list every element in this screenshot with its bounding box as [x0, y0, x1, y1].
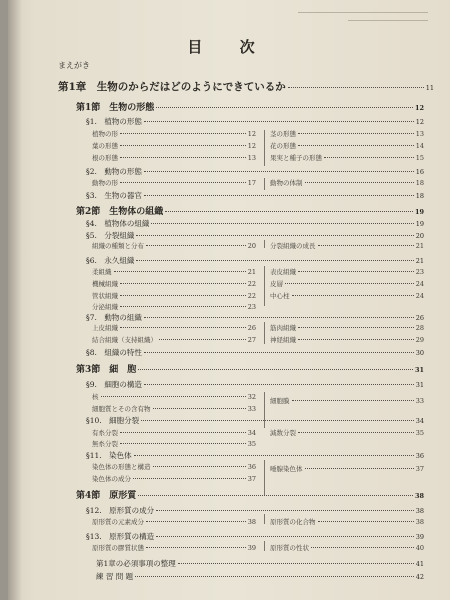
toc-item-label: 組織の種類と分布 [92, 242, 144, 250]
toc-item-page: 22 [247, 280, 256, 288]
leader-dots [311, 546, 414, 548]
leader-dots [134, 454, 414, 456]
toc-item-label: 皮層 [270, 280, 283, 288]
toc-item[interactable] [92, 178, 256, 187]
toc-item-page: 35 [415, 429, 424, 437]
column-separator [264, 240, 265, 248]
leader-dots [120, 282, 246, 284]
leader-dots [138, 368, 413, 370]
subsection-page: 26 [415, 314, 424, 322]
subsection-page: 34 [415, 417, 424, 425]
subsection-page: 21 [415, 257, 424, 265]
subsection-entry[interactable] [96, 571, 424, 582]
toc-item-label: 染色体の成分 [92, 475, 131, 483]
subsection-page: 36 [415, 452, 424, 460]
toc-item-label: 原形質の性状 [270, 544, 309, 552]
column-separator [264, 178, 265, 190]
toc-item-label: 柔組織 [92, 268, 112, 276]
leader-dots [159, 338, 246, 340]
subsection-page: 16 [415, 168, 424, 176]
toc-item[interactable] [270, 335, 424, 344]
subsection-page: 41 [415, 560, 424, 568]
toc-item-label: 葉の形態 [92, 142, 118, 150]
leader-dots [156, 535, 414, 537]
toc-item-page: 22 [247, 292, 256, 300]
toc-item-label: 結合組織（支持組織） [92, 336, 157, 344]
toc-item[interactable] [92, 141, 256, 150]
section-page: 38 [414, 492, 424, 500]
toc-item-label: 神経組織 [270, 336, 296, 344]
leader-dots [136, 259, 413, 261]
toc-item[interactable] [270, 464, 424, 473]
leader-dots [144, 120, 414, 122]
toc-item-page: 14 [415, 142, 424, 150]
leader-dots [144, 170, 414, 172]
toc-item[interactable] [270, 428, 424, 437]
section-page: 12 [414, 104, 424, 112]
leader-dots [298, 338, 414, 340]
section-page: 31 [414, 366, 424, 374]
toc-item-page: 35 [247, 440, 256, 448]
subsection-title: §7. 動物の組織 [86, 313, 142, 322]
subsection-entry[interactable] [86, 379, 424, 390]
subsection-entry[interactable] [86, 218, 424, 229]
toc-item-label: 表皮組織 [270, 268, 296, 276]
toc-item-page: 32 [247, 393, 256, 401]
toc-item[interactable] [92, 302, 256, 311]
subsection-title: §1. 植物の形態 [86, 117, 142, 126]
bleed-through-line [348, 20, 428, 21]
leader-dots [120, 144, 246, 146]
subsection-title: 練 習 問 題 [96, 572, 134, 581]
subsection-title: §11. 染色体 [86, 451, 132, 460]
toc-item-page: 34 [247, 429, 256, 437]
toc-item-label: 上皮組織 [92, 324, 118, 332]
toc-item[interactable] [270, 178, 424, 187]
subsection-page: 31 [415, 381, 424, 389]
chapter-title: 第1章 生物のからだはどのようにできているか [58, 81, 286, 93]
toc-item-page: 18 [415, 179, 424, 187]
toc-item[interactable] [92, 241, 256, 250]
toc-item-label: 染色体の形態と構造 [92, 463, 151, 471]
leader-dots [318, 520, 414, 522]
toc-item-page: 29 [415, 336, 424, 344]
toc-item-label: 花の形態 [270, 142, 296, 150]
leader-dots [138, 494, 413, 496]
toc-item-page: 39 [247, 544, 256, 552]
toc-item-label: 中心柱 [270, 292, 290, 300]
toc-item[interactable] [270, 141, 424, 150]
toc-item-label: 有糸分裂 [92, 429, 118, 437]
leader-dots [120, 442, 246, 444]
subsection-page: 38 [415, 507, 424, 515]
toc-item-page: 38 [247, 518, 256, 526]
leader-dots [144, 194, 414, 196]
toc-item[interactable] [270, 129, 424, 138]
leader-dots [178, 562, 414, 564]
toc-item[interactable] [92, 335, 256, 344]
toc-item[interactable] [270, 396, 424, 405]
subsection-title: §8. 組織の特性 [86, 348, 142, 357]
toc-item-label: 細胞膜 [270, 397, 290, 405]
toc-item[interactable] [92, 323, 256, 332]
toc-item-page: 37 [415, 465, 424, 473]
toc-item-label: 核 [92, 393, 99, 401]
toc-item[interactable] [270, 153, 424, 162]
toc-item-label: 無糸分裂 [92, 440, 118, 448]
toc-item[interactable] [270, 517, 424, 526]
subsection-title: §13. 原形質の構造 [86, 532, 155, 541]
toc-item-page: 13 [415, 130, 424, 138]
leader-dots [114, 270, 246, 272]
toc-item[interactable] [270, 267, 424, 276]
subsection-title: §9. 細胞の構造 [86, 380, 142, 389]
toc-item-page: 21 [415, 242, 424, 250]
toc-item-label: 分泌組織 [92, 303, 118, 311]
leader-dots [144, 316, 414, 318]
subsection-entry[interactable] [86, 312, 424, 323]
leader-dots [156, 106, 413, 108]
toc-item-label: 唾腺染色体 [270, 465, 303, 473]
leader-dots [141, 419, 414, 421]
toc-item[interactable] [92, 267, 256, 276]
leader-dots [153, 465, 246, 467]
toc-item-label: 根の形態 [92, 154, 118, 162]
leader-dots [120, 294, 246, 296]
toc-item-label: 減数分裂 [270, 429, 296, 437]
subsection-title: §6. 永久組織 [86, 256, 135, 265]
toc-item-label: 筋肉組織 [270, 324, 296, 332]
section-entry[interactable] [76, 362, 424, 375]
leader-dots [144, 351, 414, 353]
page-edge-shadow [8, 0, 22, 600]
leader-dots [318, 244, 414, 246]
leader-dots [165, 210, 413, 212]
preface-entry: まえがき [58, 61, 90, 70]
subsection-page: 12 [415, 118, 424, 126]
column-separator [264, 130, 265, 166]
toc-item-page: 20 [247, 242, 256, 250]
leader-dots [324, 156, 414, 158]
leader-dots [136, 234, 413, 236]
leader-dots [305, 181, 414, 183]
toc-item-page: 23 [247, 303, 256, 311]
subsection-page: 30 [415, 349, 424, 357]
subsection-entry[interactable] [86, 505, 424, 516]
toc-item-page: 12 [247, 130, 256, 138]
toc-item-label: 分裂組織の成長 [270, 242, 316, 250]
section-entry[interactable] [76, 204, 424, 217]
section-entry[interactable] [76, 100, 424, 113]
leader-dots [120, 431, 246, 433]
leader-dots [120, 305, 246, 307]
toc-item[interactable] [270, 323, 424, 332]
subsection-title: §10. 細胞分裂 [86, 416, 140, 425]
section-page: 19 [414, 208, 424, 216]
toc-item-page: 38 [415, 518, 424, 526]
subsection-page: 20 [415, 232, 424, 240]
leader-dots [292, 399, 414, 401]
toc-item[interactable] [92, 404, 256, 413]
toc-item-page: 40 [415, 544, 424, 552]
leader-dots [298, 144, 414, 146]
subsection-entry[interactable] [86, 531, 424, 542]
leader-dots [120, 181, 246, 183]
book-page [8, 0, 450, 600]
subsection-entry[interactable] [86, 190, 424, 201]
leader-dots [120, 156, 246, 158]
toc-item[interactable] [92, 129, 256, 138]
subsection-entry[interactable] [86, 116, 424, 127]
subsection-entry[interactable] [86, 415, 424, 426]
toc-item[interactable] [92, 543, 256, 552]
toc-item[interactable] [92, 279, 256, 288]
leader-dots [151, 222, 413, 224]
toc-item-page: 17 [247, 179, 256, 187]
page-title: 目 次 [187, 38, 271, 56]
toc-item-label: 原形質の元素成分 [92, 518, 144, 526]
toc-item-page: 33 [247, 405, 256, 413]
toc-item-page: 12 [247, 142, 256, 150]
toc-item-page: 23 [415, 268, 424, 276]
subsection-title: §3. 生物の器官 [86, 191, 142, 200]
subsection-page: 19 [415, 220, 424, 228]
toc-item-page: 27 [247, 336, 256, 344]
subsection-title: §4. 植物体の組織 [86, 219, 150, 228]
leader-dots [101, 395, 246, 397]
subsection-entry[interactable] [86, 166, 424, 177]
leader-dots [144, 383, 414, 385]
bleed-through-line [298, 12, 428, 13]
toc-item-page: 21 [247, 268, 256, 276]
toc-item[interactable] [270, 279, 424, 288]
toc-item-page: 36 [247, 463, 256, 471]
toc-item-label: 管状組織 [92, 292, 118, 300]
toc-item-label: 原形質の化合物 [270, 518, 316, 526]
toc-item[interactable] [92, 291, 256, 300]
leader-dots [120, 326, 246, 328]
leader-dots [298, 270, 414, 272]
section-title: 第3節 細 胞 [76, 365, 137, 375]
leader-dots [298, 431, 414, 433]
chapter-entry[interactable] [58, 79, 434, 94]
toc-item[interactable] [92, 428, 256, 437]
leader-dots [285, 282, 414, 284]
column-separator [264, 266, 265, 306]
section-title: 第1節 生物の形態 [76, 103, 155, 113]
toc-item-label: 果実と種子の形態 [270, 154, 322, 162]
leader-dots [135, 575, 414, 577]
toc-item-page: 13 [247, 154, 256, 162]
subsection-title: 第1章の必須事項の整理 [96, 559, 176, 568]
toc-item[interactable] [92, 153, 256, 162]
toc-item-page: 24 [415, 292, 424, 300]
toc-item-label: 機械組織 [92, 280, 118, 288]
subsection-page: 18 [415, 192, 424, 200]
toc-item-page: 37 [247, 475, 256, 483]
leader-dots [156, 509, 414, 511]
leader-dots [288, 86, 424, 88]
chapter-page: 11 [425, 84, 434, 92]
toc-item-page: 33 [415, 397, 424, 405]
leader-dots [133, 477, 246, 479]
toc-item-label: 細胞質とその含有物 [92, 405, 151, 413]
toc-item[interactable] [92, 474, 256, 483]
subsection-entry[interactable] [96, 558, 424, 569]
section-title: 第4節 原形質 [76, 491, 137, 501]
toc-item-label: 動物の形 [92, 179, 118, 187]
subsection-entry[interactable] [86, 230, 424, 241]
leader-dots [120, 132, 246, 134]
toc-item-label: 原形質の膠質状態 [92, 544, 144, 552]
leader-dots [146, 520, 246, 522]
subsection-page: 39 [415, 533, 424, 541]
subsection-title: §5. 分裂組織 [86, 231, 135, 240]
toc-item-page: 15 [415, 154, 424, 162]
subsection-title: §2. 動物の形態 [86, 167, 142, 176]
section-entry[interactable] [76, 488, 424, 501]
subsection-entry[interactable] [86, 347, 424, 358]
leader-dots [146, 546, 246, 548]
leader-dots [292, 294, 414, 296]
toc-item-label: 茎の形態 [270, 130, 296, 138]
toc-item[interactable] [92, 462, 256, 471]
subsection-entry[interactable] [86, 450, 424, 461]
leader-dots [298, 132, 414, 134]
leader-dots [146, 244, 246, 246]
toc-item-label: 動物の体制 [270, 179, 303, 187]
section-title: 第2節 生物体の組織 [76, 207, 164, 217]
toc-item[interactable] [92, 392, 256, 401]
column-separator [264, 541, 265, 551]
toc-item-page: 26 [247, 324, 256, 332]
toc-item[interactable] [92, 439, 256, 448]
leader-dots [305, 467, 414, 469]
toc-item[interactable] [92, 517, 256, 526]
toc-item[interactable] [270, 543, 424, 552]
leader-dots [153, 407, 246, 409]
subsection-title: §12. 原形質の成分 [86, 506, 155, 515]
toc-item-label: 植物の形 [92, 130, 118, 138]
subsection-entry[interactable] [86, 255, 424, 266]
toc-item[interactable] [270, 241, 424, 250]
column-separator [264, 322, 265, 344]
subsection-page: 42 [415, 573, 424, 581]
toc-item-page: 28 [415, 324, 424, 332]
leader-dots [298, 326, 414, 328]
toc-item-page: 24 [415, 280, 424, 288]
toc-item[interactable] [270, 291, 424, 300]
